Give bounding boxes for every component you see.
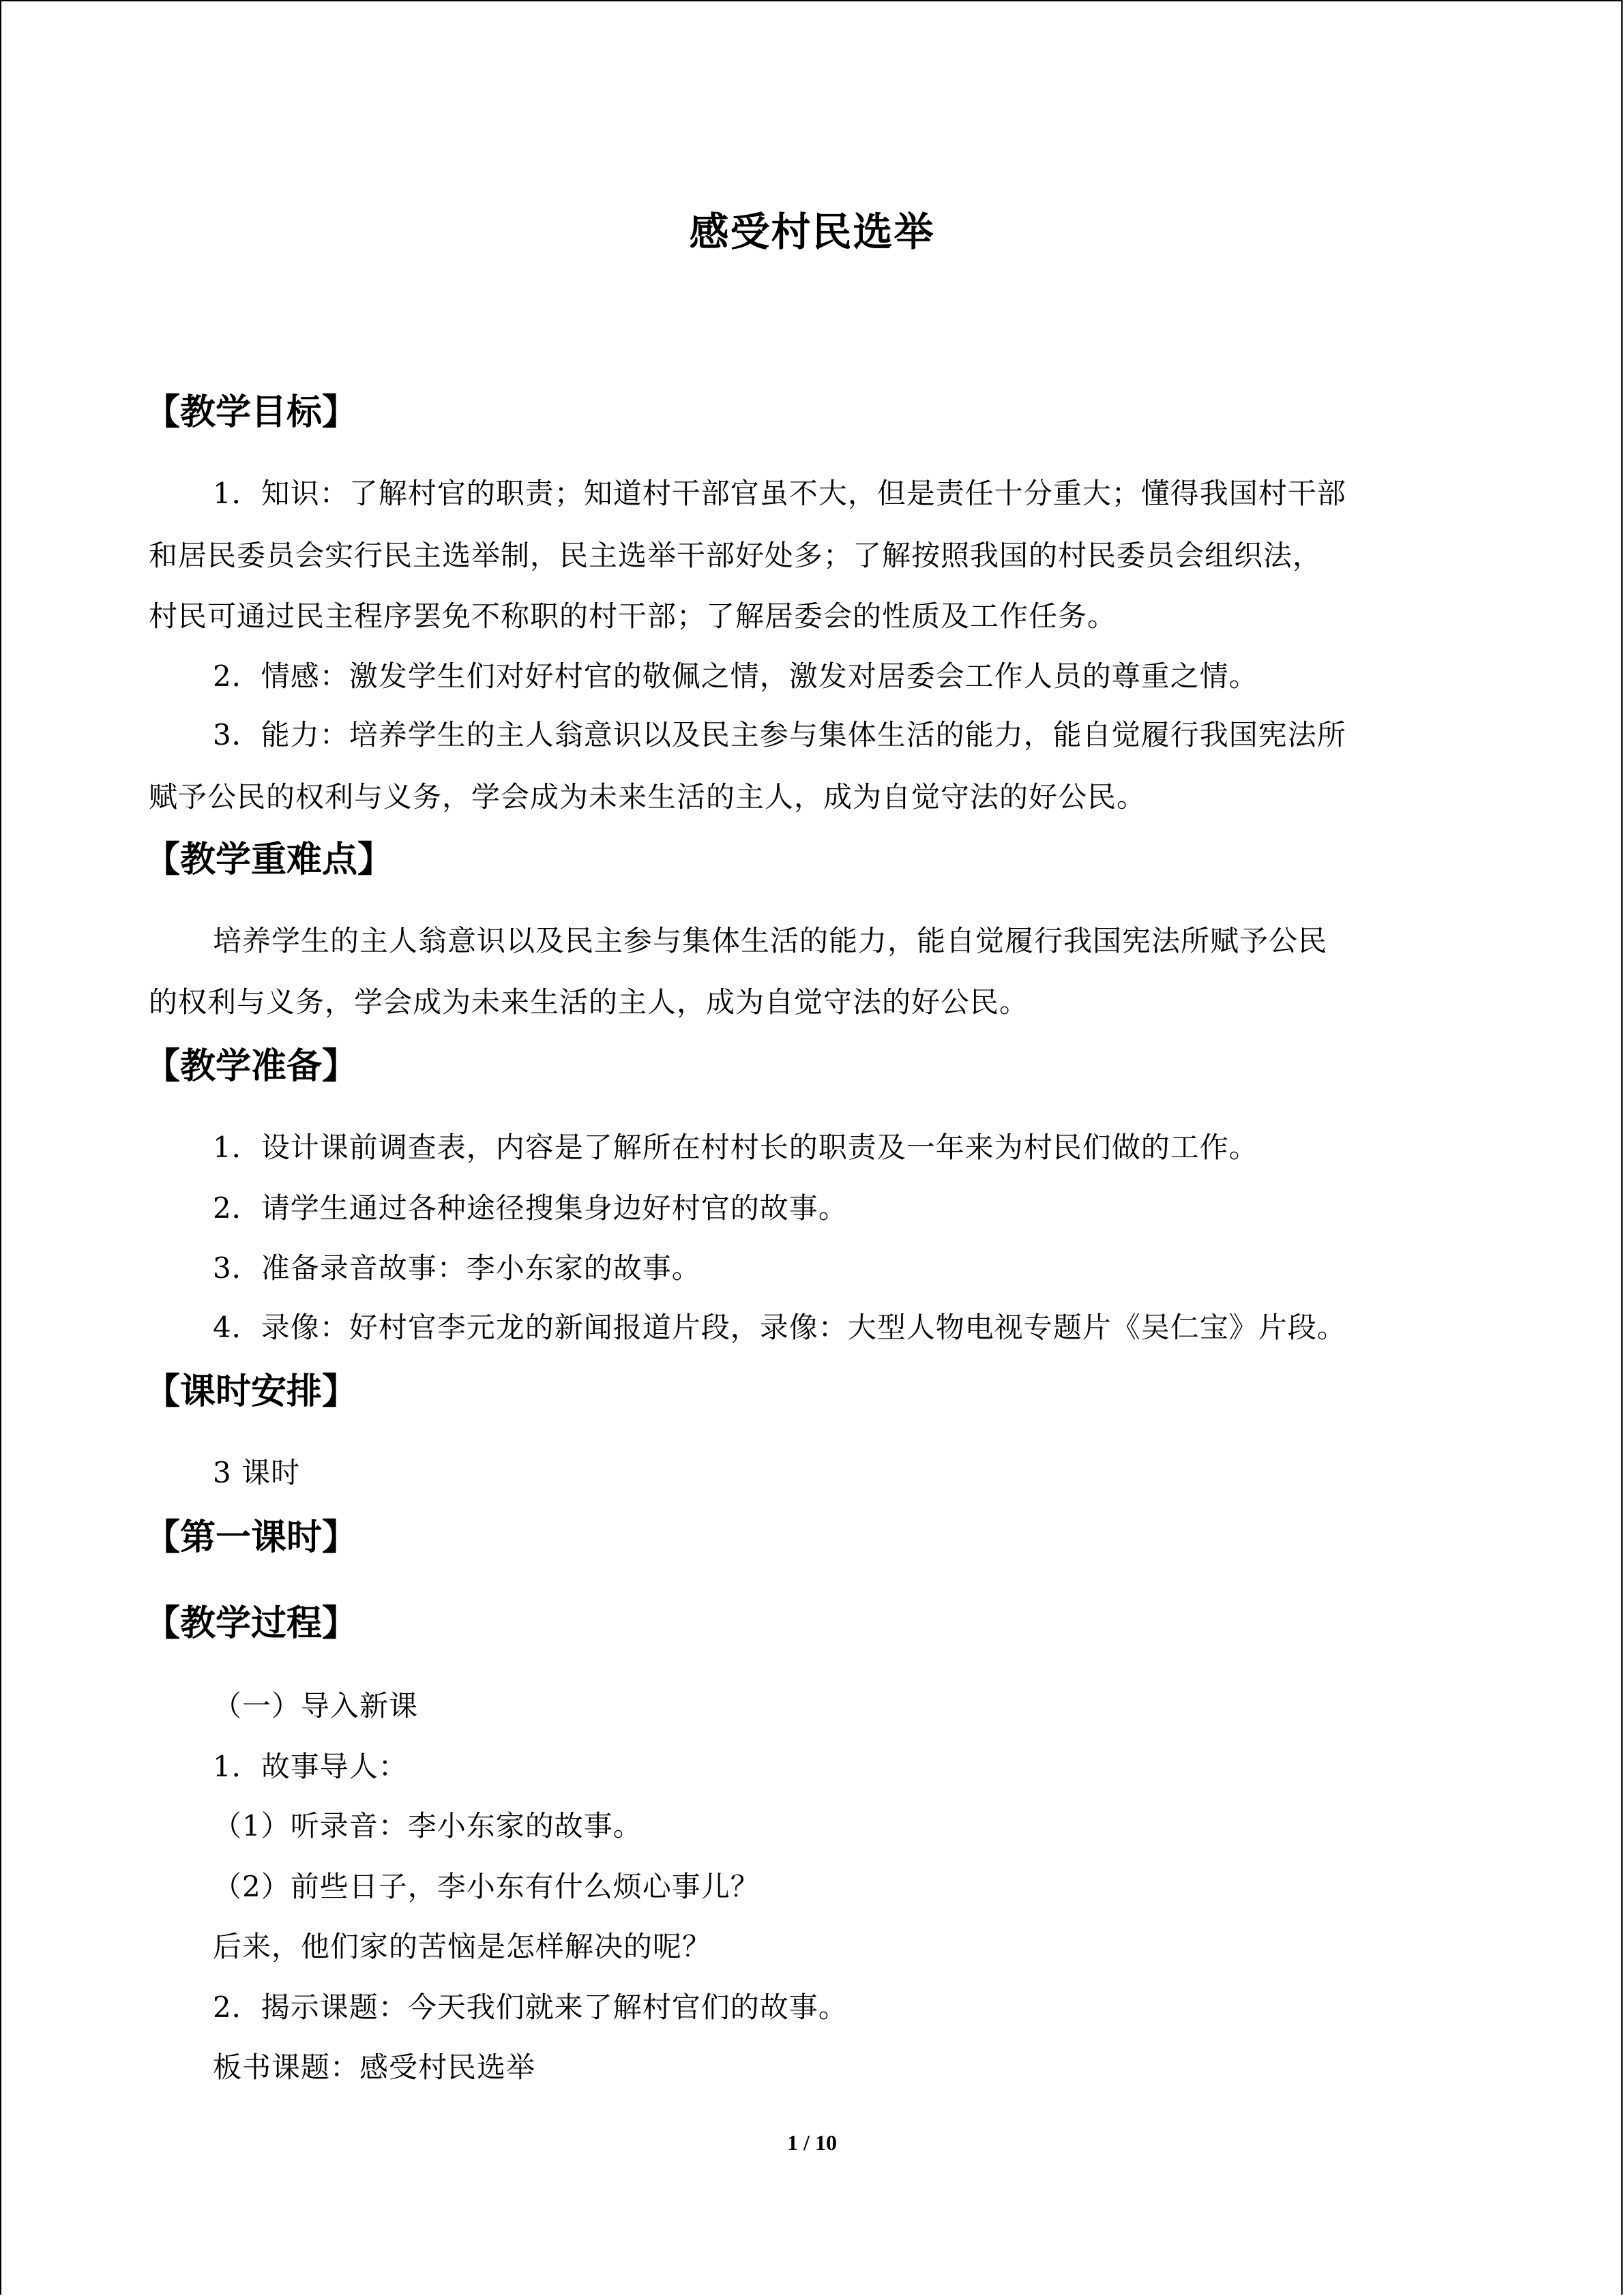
heading-first-lesson: 【第一课时】 [145,1517,358,1558]
process-line: 后来，他们家的苦恼是怎样解决的呢？ [213,1930,712,1963]
goals-knowledge-line-1: 1．知识：了解村官的职责；知道村干部官虽不大，但是责任十分重大；懂得我国村干部 [213,477,1346,510]
heading-preparation: 【教学准备】 [145,1046,358,1087]
process-line: （1）听录音：李小东家的故事。 [213,1809,643,1843]
heading-teaching-process: 【教学过程】 [145,1603,358,1644]
process-line: （2）前些日子，李小东有什么烦心事儿？ [213,1870,760,1903]
goals-knowledge-line-2: 和居民委员会实行民主选举制，民主选举干部好处多；了解按照我国的村民委员会组织法， [149,539,1323,572]
goals-emotion: 2．情感：激发学生们对好村官的敬佩之情，激发对居委会工作人员的尊重之情。 [213,659,1258,693]
heading-schedule: 【课时安排】 [145,1371,358,1412]
goals-knowledge-line-3: 村民可通过民主程序罢免不称职的村干部；了解居委会的性质及工作任务。 [149,599,1117,633]
goals-ability-line-2: 赋予公民的权利与义务，学会成为未来生活的主人，成为自觉守法的好公民。 [149,780,1147,814]
schedule-text: 3 课时 [213,1456,301,1489]
preparation-item: 1．设计课前调查表，内容是了解所在村村长的职责及一年来为村民们做的工作。 [213,1131,1258,1164]
heading-key-points: 【教学重难点】 [145,839,394,880]
process-line: 2．揭示课题：今天我们就来了解村官们的故事。 [213,1991,848,2024]
key-points-line-2: 的权利与义务，学会成为未来生活的主人，成为自觉守法的好公民。 [149,985,1029,1019]
heading-teaching-goals: 【教学目标】 [145,392,358,433]
document-title: 感受村民选举 [689,209,935,255]
key-points-line-1: 培养学生的主人翁意识以及民主参与集体生活的能力，能自觉履行我国宪法所赋予公民 [213,924,1328,957]
process-line: 板书课题：感受村民选举 [213,2051,536,2084]
goals-ability-line-1: 3．能力：培养学生的主人翁意识以及民主参与集体生活的能力，能自觉履行我国宪法所 [213,718,1346,751]
preparation-item: 2．请学生通过各种途径搜集身边好村官的故事。 [213,1191,848,1225]
process-line: （一）导入新课 [213,1689,419,1723]
preparation-item: 3．准备录音故事：李小东家的故事。 [213,1251,701,1285]
process-line: 1．故事导人： [213,1750,408,1783]
page-number: 1 / 10 [787,2130,837,2155]
preparation-item: 4．录像：好村官李元龙的新闻报道片段，录像：大型人物电视专题片《吴仁宝》片段。 [213,1311,1346,1344]
